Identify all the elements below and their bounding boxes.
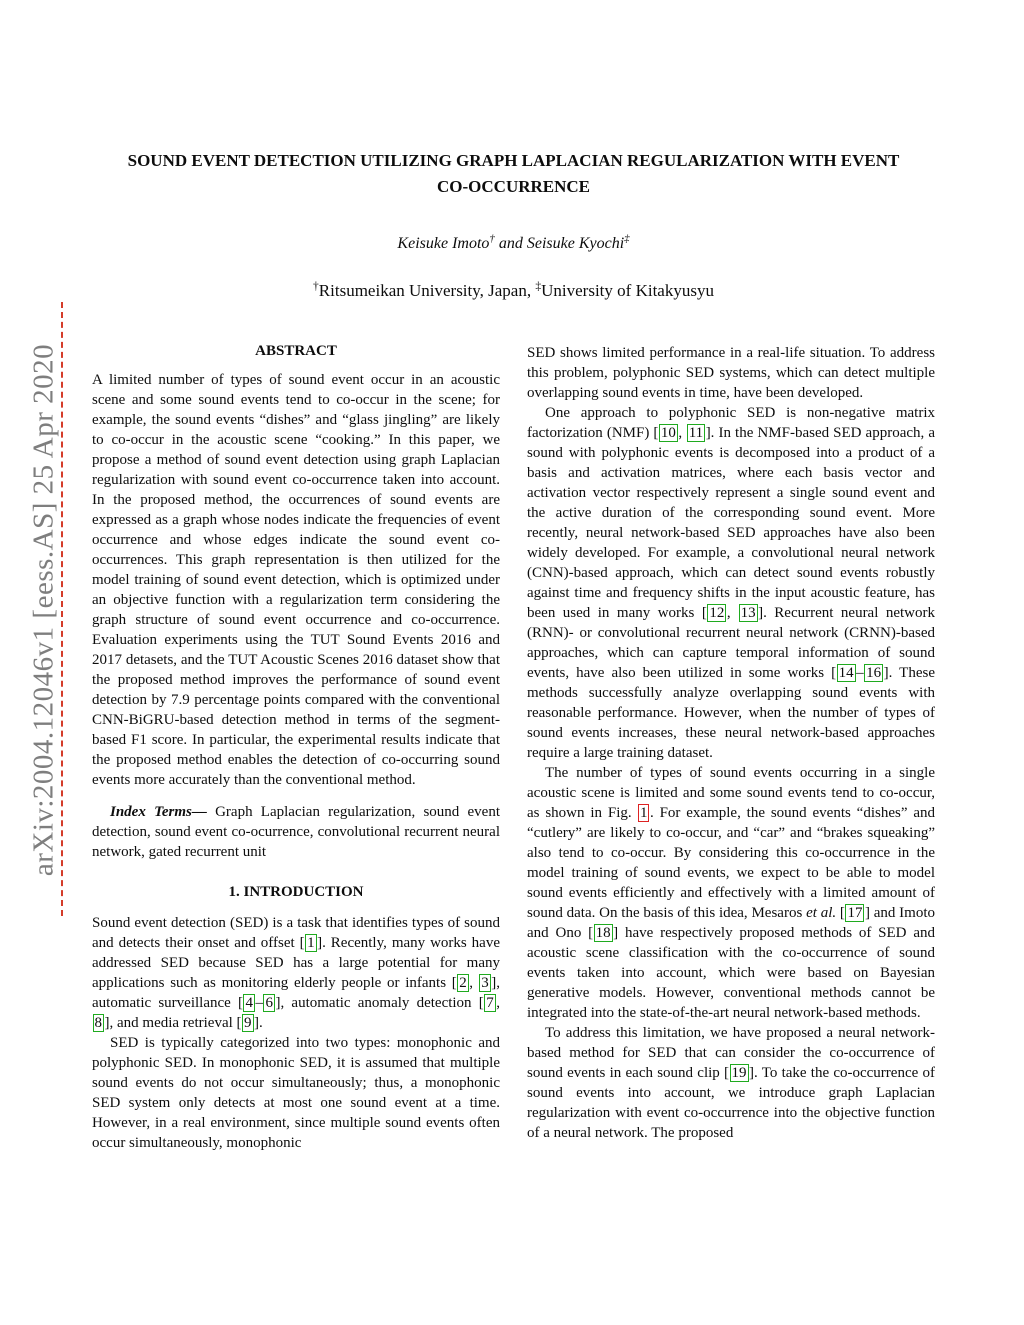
intro-paragraph-2: SED is typically categorized into two types: monophonic and polyphonic SED. In monophonic SED, it is assumed that multiple sound events do not occur simultaneously; thus, a monophonic SED system only detects at most one sound event at a time. However, in a real environment, since multiple sound events often occur simultaneously, monophonic	[92, 1035, 500, 1151]
paper-title: SOUND EVENT DETECTION UTILIZING GRAPH LAPLACIAN REGULARIZATION WITH EVENT CO-OCCURRENCE	[127, 151, 900, 196]
paper-page	[92, 0, 935, 1153]
right-column	[527, 343, 935, 1153]
citation-link[interactable]: 19	[731, 1065, 747, 1081]
citation-link[interactable]: 1	[307, 935, 315, 951]
figure-ref-link[interactable]: 1	[639, 805, 648, 821]
citation-link[interactable]: 3	[481, 975, 489, 991]
index-terms-label: Index Terms—	[110, 804, 207, 820]
citation-link[interactable]: 17	[847, 905, 863, 921]
citation-link[interactable]: 14	[838, 665, 854, 681]
index-terms-text: Graph Laplacian regularization, sound event detection, sound event co-ocurrence, convolutional recurrent neural network, gated recurrent unit	[92, 804, 500, 860]
citation-link[interactable]: 18	[595, 925, 611, 941]
right-paragraph-4: To address this limitation, we have proposed a neural network-based method for SED that can consider the co-occurrence of sound events in each sound clip [ 19 ]. To take the co-occurrence of sound events into account, we introduce graph Laplacian regularization with event co-occurrence into the objective function of a neural network. The proposed	[527, 1025, 935, 1141]
citation-link[interactable]: 7	[486, 995, 494, 1011]
citation-link[interactable]: 12	[709, 605, 725, 621]
citation-link[interactable]: 4	[245, 995, 253, 1011]
citation-link[interactable]: 16	[866, 665, 882, 681]
intro-paragraph-1: Sound event detection (SED) is a task that identifies types of sound and detects their onset and offset [ 1 ]. Recently, many works have addressed SED because SED has a large potential for many applications such as monitoring elderly people or infants [ 2 , 3 ], automatic surveillance [ 4 – 6 ], automatic anomaly detection [ 7 , 8 ], and media retrieval [ 9 ].	[92, 915, 500, 1031]
citation-link[interactable]: 10	[660, 425, 676, 441]
left-column	[92, 343, 500, 1153]
right-paragraph-1: SED shows limited performance in a real-life situation. To address this problem, polyphonic SED systems, which can detect multiple overlapping sound events in time, have been developed.	[527, 345, 935, 401]
arxiv-stamp-linkbox	[61, 302, 63, 916]
abstract-body: A limited number of types of sound event occur in an acoustic scene and some sound events tend to co-occur in the scene; for example, the sound events “dishes” and “glass jingling” are likely to co-occur in the acoustic scene “cooking.” In this paper, we propose a method of sound event detection using graph Laplacian regularization with sound event co-occurrence taken into account. In the proposed method, the occurrences of sound events are expressed as a graph whose nodes indicate the frequencies of event occurrence and whose edges indicate the sound event co-occurrences. This graph representation is then utilized for the model training of sound event detection, which is optimized under an objective function with a regularization term considering the graph structure of sound event occurrence and co-occurrence. Evaluation experiments using the TUT Sound Events 2016 and 2017 detasets, and the TUT Acoustic Scenes 2016 dataset show that the proposed method improves the performance of sound event detection by 7.9 percentage points compared with the conventional CNN-BiGRU-based detection method in terms of the segment-based F1 score. In particular, the experimental results indicate that the proposed method enables the detection of co-occurring sound events more accurately than the conventional method.	[92, 372, 500, 788]
arxiv-stamp[interactable]: arXiv:2004.12046v1 [eess.AS] 25 Apr 2020	[27, 343, 60, 877]
citation-link[interactable]: 8	[94, 1015, 102, 1031]
two-column-body	[92, 343, 935, 1153]
citation-link[interactable]: 11	[688, 425, 704, 441]
abstract-heading: ABSTRACT	[255, 343, 337, 359]
right-paragraph-3: The number of types of sound events occurring in a single acoustic scene is limited and some sound events tend to co-occur, as shown in Fig. 1 . For example, the sound events “dishes” and “cutlery” are likely to co-occur, and “car” and “brakes squeaking” also tend to co-occur. By considering this co-occurrence in the model training of sound events, we expect to be able to model sound events efficiently and effectively with a limited amount of sound data. On the basis of this idea, Mesaros et al. [ 17 ] and Imoto and Ono [ 18 ] have respectively proposed methods of SED and acoustic scene classification with the co-occurrence of sound events taken into account, which were based on Bayesian generative models. However, conventional methods cannot be integrated into the state-of-the-art neural network-based methods.	[527, 765, 936, 1021]
citation-link[interactable]: 2	[459, 975, 467, 991]
authors-line: Keisuke Imoto† and Seisuke Kyochi‡	[397, 232, 630, 252]
right-paragraph-2: One approach to polyphonic SED is non-negative matrix factorization (NMF) [ 10 , 11 ]. In the NMF-based SED approach, a sound with polyphonic events is decomposed into a product of a basis and activation matrices, where each basis vector and activation vector respectively represent a single sound event and the active duration of the corresponding sound event. More recently, neural network-based SED approaches have also been widely developed. For example, a convolutional neural network (CNN)-based approach, which can detect sound events robustly against time and frequency shifts in the input acoustic feature, has been used in many works [ 12 , 13 ]. Recurrent neural network (RNN)- or convolutional recurrent neural network (CRNN)-based approaches, which can capture temporal information of sound events, have also been utilized in some works [ 14 – 16 ]. These methods successfully analyze overlapping sound events with reasonable performance. However, when the number of types of sound events increases, these neural network-based approaches require a large training dataset.	[527, 405, 936, 761]
introduction-heading: 1. INTRODUCTION	[228, 884, 364, 900]
affiliations-line: †Ritsumeikan University, Japan, ‡University of Kitakyusyu	[313, 279, 714, 300]
citation-link[interactable]: 13	[740, 605, 756, 621]
citation-link[interactable]: 6	[265, 995, 273, 1011]
index-terms	[92, 802, 500, 862]
citation-link[interactable]: 9	[244, 1015, 252, 1031]
